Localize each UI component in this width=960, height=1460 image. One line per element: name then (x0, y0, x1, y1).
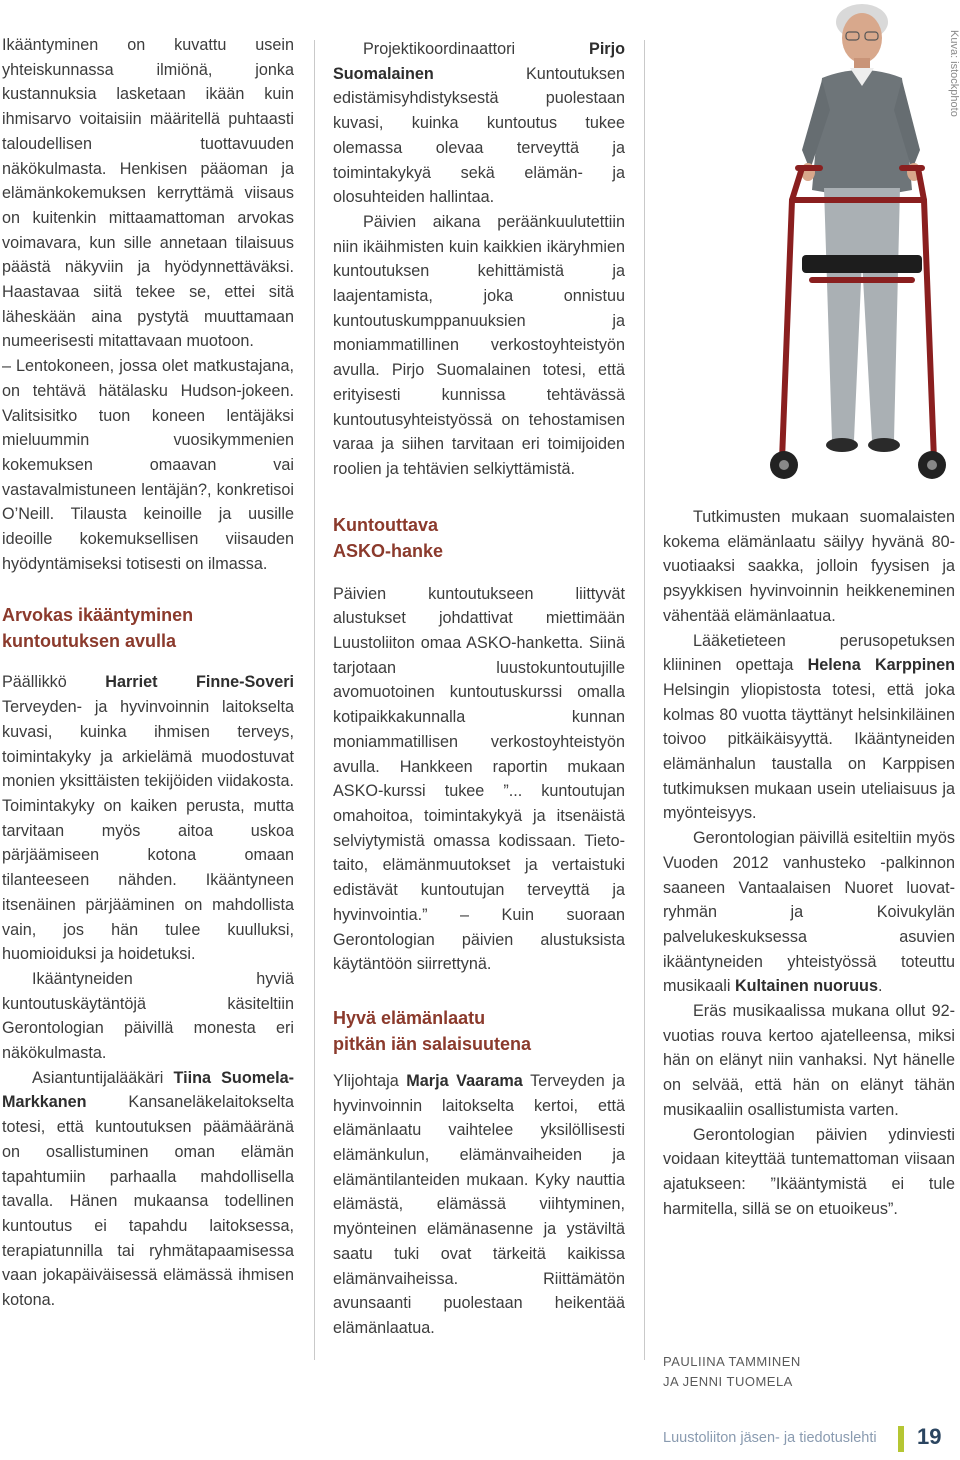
person-name: Tiina Suomela-Markkanen (2, 1068, 294, 1112)
paragraph: Lääketieteen perusopetuksen kliininen opettaja Helena Karppinen Helsingin yliopistosta totesi, että joka kolmas 80 vuotta täyttänyt helsinkiläinen toivoo pitkäikäisyyttä. Ikääntyneiden elämänhalun taustalla on Karppisen tutkimuksen mukaan usein uteliaisuus ja myönteisyys. (663, 631, 955, 823)
photo-credit: Kuva: istockphoto (948, 30, 960, 117)
column-divider-2 (644, 40, 645, 1360)
author-line: JA JENNI TUOMELA (663, 1374, 793, 1389)
article-column-1 (2, 33, 294, 1313)
paragraph: Gerontologian päivillä esiteltiin myös Vuoden 2012 vanhusteko -palkinnon saaneen Vantaalaisen Nuoret luovat-ryhmän ja Koivukylän palvelukeskuksessa asuvien ikääntyneiden yhteistyössä toteuttu musikaali Kultainen nuoruus. (663, 829, 955, 996)
article-authors (663, 1352, 801, 1392)
heading-line: Hyvä elämänlaatu (333, 1007, 486, 1028)
page-footer (663, 1424, 958, 1454)
paragraph: – Lentokoneen, jossa olet matkustajana, on tehtävä hätälasku Hudson-jokeen. Valitsisitko tuon koneen lentäjäksi mieluummin vuosikymmenien kokemuksen omaavan vai vastavalmistuneen lentäjän?, konkretisoi O’Neill. Tilausta keinoille ja uusille ideoille kokemuksellisen viisauden hyödyntämiseksi totisesti on ilmassa. (2, 357, 294, 573)
heading-line: kuntoutuksen avulla (2, 631, 177, 652)
paragraph: Päivien aikana peräänkuulutettiin niin ikäihmisten kuin kaikkien ikäryhmien kuntoutuksen kehittämistä ja laajentamista, joka onnistuu kuntoutuskumppanuuksien ja moniammatillinen verkostoyhteistyön avulla. Pirjo Suomalainen totesi, että erityisesti kunnissa tehtävässä kuntoutusyhteistyössä on tehostamisen varaa ja siihen tarvitaan eri toimijoiden roolien ja tehtävien selkiyttämistä. (333, 212, 625, 478)
paragraph: Päivien kuntoutukseen liittyvät alustukset johdattivat miettimään Luustoliiton omaa ASKO-hanketta. Siinä tarjotaan luustokuntoutujille avomuotoinen kuntoutuskurssi omalla kotipaikkakunnalla kunnan moniammatillisen verkostoyhteistyön avulla. Hankkeen raportin mukaan ASKO-kurssi tukee ”... kuntoutujan omahoitoa, toimintakykyä ja itsenäistä selviytymistä omassa kodissaan. Tieto-taito, elämänmuutokset ja vertaistuki edistävät kuntoutujan terveyttä ja hyvinvointia.” – Kuin suoraan Gerontologian päivien alustuksista käytäntöön siirrettynä. (333, 584, 625, 974)
paragraph: Gerontologian päivien ydinviesti voidaan kiteyttää tuntemattoman viisaan ajatukseen: ”Ikääntymistä ei tule harmitella, sillä se on etuoikeus”. (663, 1125, 955, 1218)
section-heading-arvokas (2, 602, 294, 654)
paragraph: Tutkimusten mukaan suomalaisten kokema elämänlaatu säilyy hyvänä 80-vuotiaaksi saakka, jolloin fyysisen ja psyykkisen hyvinvoinnin heikkeneminen vähentää elämänlaatua. (663, 508, 955, 625)
musical-name: Kultainen nuoruus (734, 977, 878, 996)
heading-line: Kuntouttava (333, 514, 438, 535)
article-column-2 (333, 37, 625, 1341)
column-divider-1 (314, 40, 315, 1360)
section-heading-asko (333, 512, 625, 564)
heading-line: ASKO-hanke (333, 540, 444, 561)
paragraph: Ikääntyneiden hyviä kuntoutuskäytäntöjä käsiteltiin Gerontologian päivillä monesta eri näkökulmasta. (2, 969, 294, 1063)
person-name: Marja Vaarama (406, 1071, 523, 1090)
paragraph: Asiantuntijalääkäri Tiina Suomela-Markkanen Kansaneläkelaitokselta totesi, että kuntoutuksen päämääränä on osallistuminen oman elämän tapahtumiin parhaalla mahdollisella tavalla. Hänen mukaansa todellinen kuntoutus ei tapahdu laitoksessa, terapiatunnilla tai ryhmätapaamisessa vaan jokapäiväisessä elämässä ihmisen kotona. (2, 1068, 294, 1310)
paragraph: Päällikkö Harriet Finne-Soveri Terveyden- ja hyvinvoinnin laitokselta kuvasi, kuinka ihmisen terveys, toimintakyky ja arkielämä muodostuvat monien yksittäisten tekijöiden viidakosta. Toimintakyky on kaiken perusta, mutta tarvitaan myös aitoa uskoa pärjäämiseen kotona omaan tilanteeseen nähden. Ikääntyneen itsenäinen pärjääminen on mahdollista vain, jos hän tulee kuulluksi, huomioiduksi ja hoidetuksi. (2, 673, 294, 964)
heading-line: Arvokas ikääntyminen (2, 605, 194, 626)
author-line: PAULIINA TAMMINEN (663, 1354, 801, 1369)
page-number: 19 (917, 1424, 942, 1449)
person-name: Harriet Finne-Soveri (105, 673, 294, 692)
article-column-3 (663, 505, 955, 1221)
paragraph: Projektikoordinaattori Pirjo Suomalainen Kuntoutuksen edistämisyhdistyksestä puolestaan kuvasi, kuinka kuntoutus tukee olemassa olevaa terveyttä ja toimintakykyä sekä elämän- ja olosuhteiden hallintaa. (333, 40, 625, 207)
paragraph: Eräs musikaalissa mukana ollut 92-vuotias rouva kertoo ajatelleensa, miksi hän on elänyt niin vanhaksi. Nyt hänelle on selvää, että hän on elänyt tähän musikaaliin osallistumista varten. (663, 1002, 955, 1119)
footer-accent-bar (898, 1426, 904, 1452)
paragraph: Ylijohtaja Marja Vaarama Terveyden ja hyvinvoinnin laitokselta kertoi, että elämänlaatu vaihtelee yksilöllisesti elämänkulun, elämänvaiheiden ja elämäntilanteiden mukaan. Kyky nauttia elämästä, elämässä viihtyminen, myönteinen elämänasenne ja ystäviltä saatu tuki ovat tärkeitä kaikissa elämänvaiheissa. Riittämätön avunsaanti puolestaan heikentää elämänlaatua. (333, 1071, 625, 1337)
photo-elderly-man-with-walker (762, 0, 952, 490)
publication-name: Luustoliiton jäsen- ja tiedotuslehti (663, 1430, 877, 1446)
person-name: Helena Karppinen (807, 656, 955, 675)
paragraph: Ikääntyminen on kuvattu usein yhteiskunnassa ilmiönä, jonka kustannuksia lasketaan ikään kuin ihmisarvo voitaisiin määritellä puhtaasti taloudellisen tuottavuuden näkökulmasta. Henkisen pääoman ja elämänkokemuksen kerryttämä viisaus on kuitenkin mittaamattoman arvokas voimavara, kun sille annetaan tilaisuus päästä näkyviin ja hyödynnettäväksi. Haastavaa siitä tekee se, ettei sitä läheskään aina pystytä muuttamaan numeerisesti mitattavaan muotoon. (2, 36, 294, 351)
heading-line: pitkän iän salaisuutena (333, 1033, 532, 1054)
section-heading-hyva (333, 1005, 625, 1057)
person-name: Pirjo Suomalainen (333, 40, 625, 83)
